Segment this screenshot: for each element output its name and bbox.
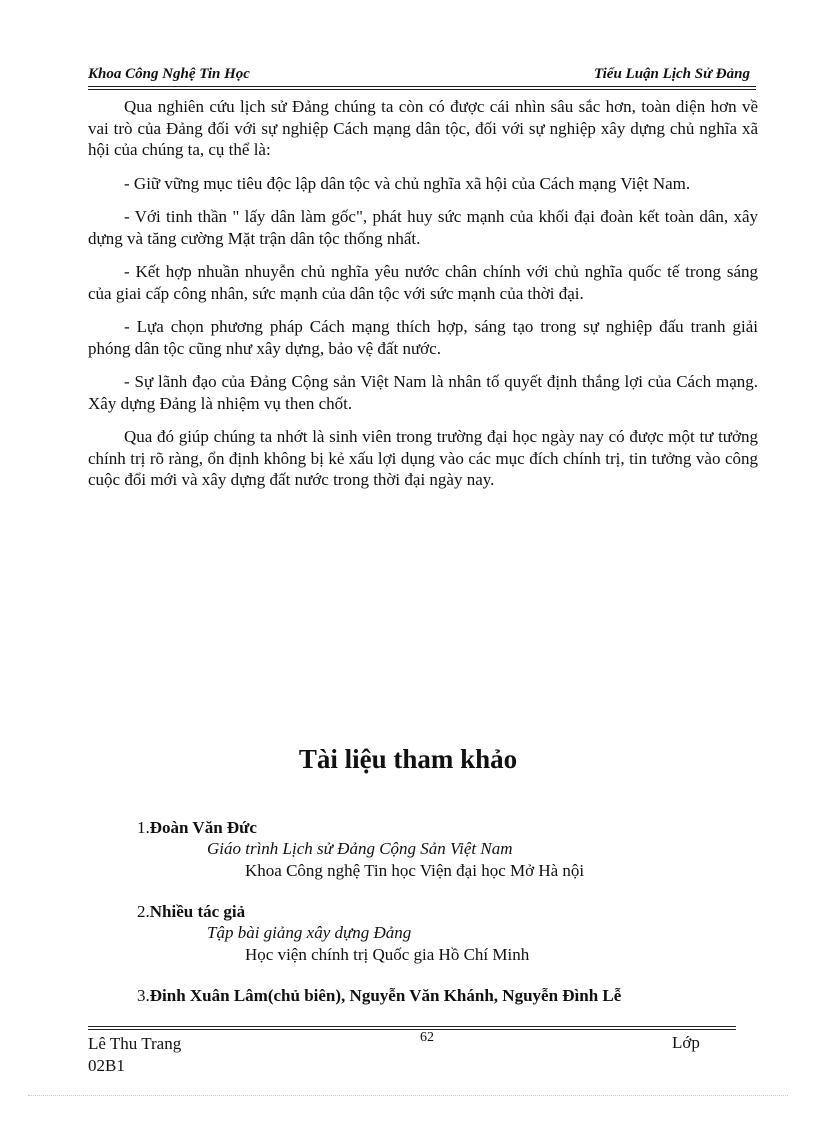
references-heading: Tài liệu tham khảo [298, 744, 518, 774]
conclusion-body [88, 96, 758, 503]
paragraph: - Sự lãnh đạo của Đảng Cộng sản Việt Nam là nhân tố quyết định thắng lợi của Cách mạng. Xây dựng Đảng là nhiệm vụ then chốt. [88, 372, 758, 413]
paragraph: - Giữ vững mục tiêu độc lập dân tộc và chủ nghĩa xã hội của Cách mạng Việt Nam. [124, 173, 691, 193]
header-faculty: Khoa Công Nghệ Tin Học [88, 66, 250, 82]
paragraph: - Với tinh thần " lấy dân làm gốc", phát huy sức mạnh của khối đại đoàn kết toàn dân, xây dựng và tăng cường Mặt trận dân tộc thống nhất. [88, 207, 758, 248]
reference-item [137, 818, 737, 882]
reference-publisher: Học viện chính trị Quốc gia Hồ Chí Minh [245, 945, 530, 964]
reference-item [137, 902, 737, 966]
reference-authors: Đinh Xuân Lâm(chủ biên), Nguyễn Văn Khánh, Nguyễn Đình Lễ [149, 986, 622, 1005]
footer-divider [88, 1026, 736, 1030]
references-list [137, 818, 737, 1026]
reference-number: 2. [137, 902, 150, 921]
reference-book: Giáo trình Lịch sử Đảng Cộng Sản Việt Nam [207, 839, 513, 858]
reference-item [137, 986, 737, 1006]
footer-author [88, 1033, 181, 1077]
page-bottom-border [28, 1095, 788, 1096]
reference-number: 1. [137, 818, 150, 837]
paragraph: Qua nghiên cứu lịch sử Đảng chúng ta còn có được cái nhìn sâu sắc hơn, toàn diện hơn về vai trò của Đảng đối với sự nghiệp Cách mạng dân tộc, đối với sự nghiệp xây dựng chủ nghĩa xã hội của chúng ta, cụ thể là: [88, 97, 758, 159]
header-subject: Tiểu Luận Lịch Sử Đảng [594, 66, 750, 82]
header-divider [88, 86, 756, 90]
footer-author-name: Lê Thu Trang [88, 1034, 182, 1053]
reference-publisher: Khoa Công nghệ Tin học Viện đại học Mở Hà nội [245, 861, 585, 880]
reference-authors: Đoàn Văn Đức [149, 818, 257, 837]
page-number: 62 [420, 1030, 434, 1045]
footer-class-label: Lớp [672, 1033, 700, 1052]
paragraph: - Lựa chọn phương pháp Cách mạng thích hợp, sáng tạo trong sự nghiệp đấu tranh giải phóng dân tộc cũng như xây dựng, bảo vệ đất nước. [88, 317, 758, 358]
paragraph: - Kết hợp nhuần nhuyễn chủ nghĩa yêu nước chân chính với chủ nghĩa quốc tế trong sáng của giai cấp công nhân, sức mạnh của dân tộc với sức mạnh của thời đại. [88, 262, 758, 303]
footer-author-class-code: 02B1 [88, 1056, 125, 1075]
paragraph: Qua đó giúp chúng ta nhớt là sinh viên trong trường đại học ngày nay có được một tư tưởng chính trị rõ ràng, ổn định không bị kẻ xấu lợi dụng vào các mục đích chính trị, tin tưởng vào công cuộc đổi mới và xây dựng đất nước trong thời đại ngày nay. [88, 427, 758, 489]
reference-number: 3. [137, 986, 150, 1005]
reference-book: Tập bài giảng xây dựng Đảng [207, 923, 412, 942]
reference-authors: Nhiều tác giả [149, 902, 246, 921]
